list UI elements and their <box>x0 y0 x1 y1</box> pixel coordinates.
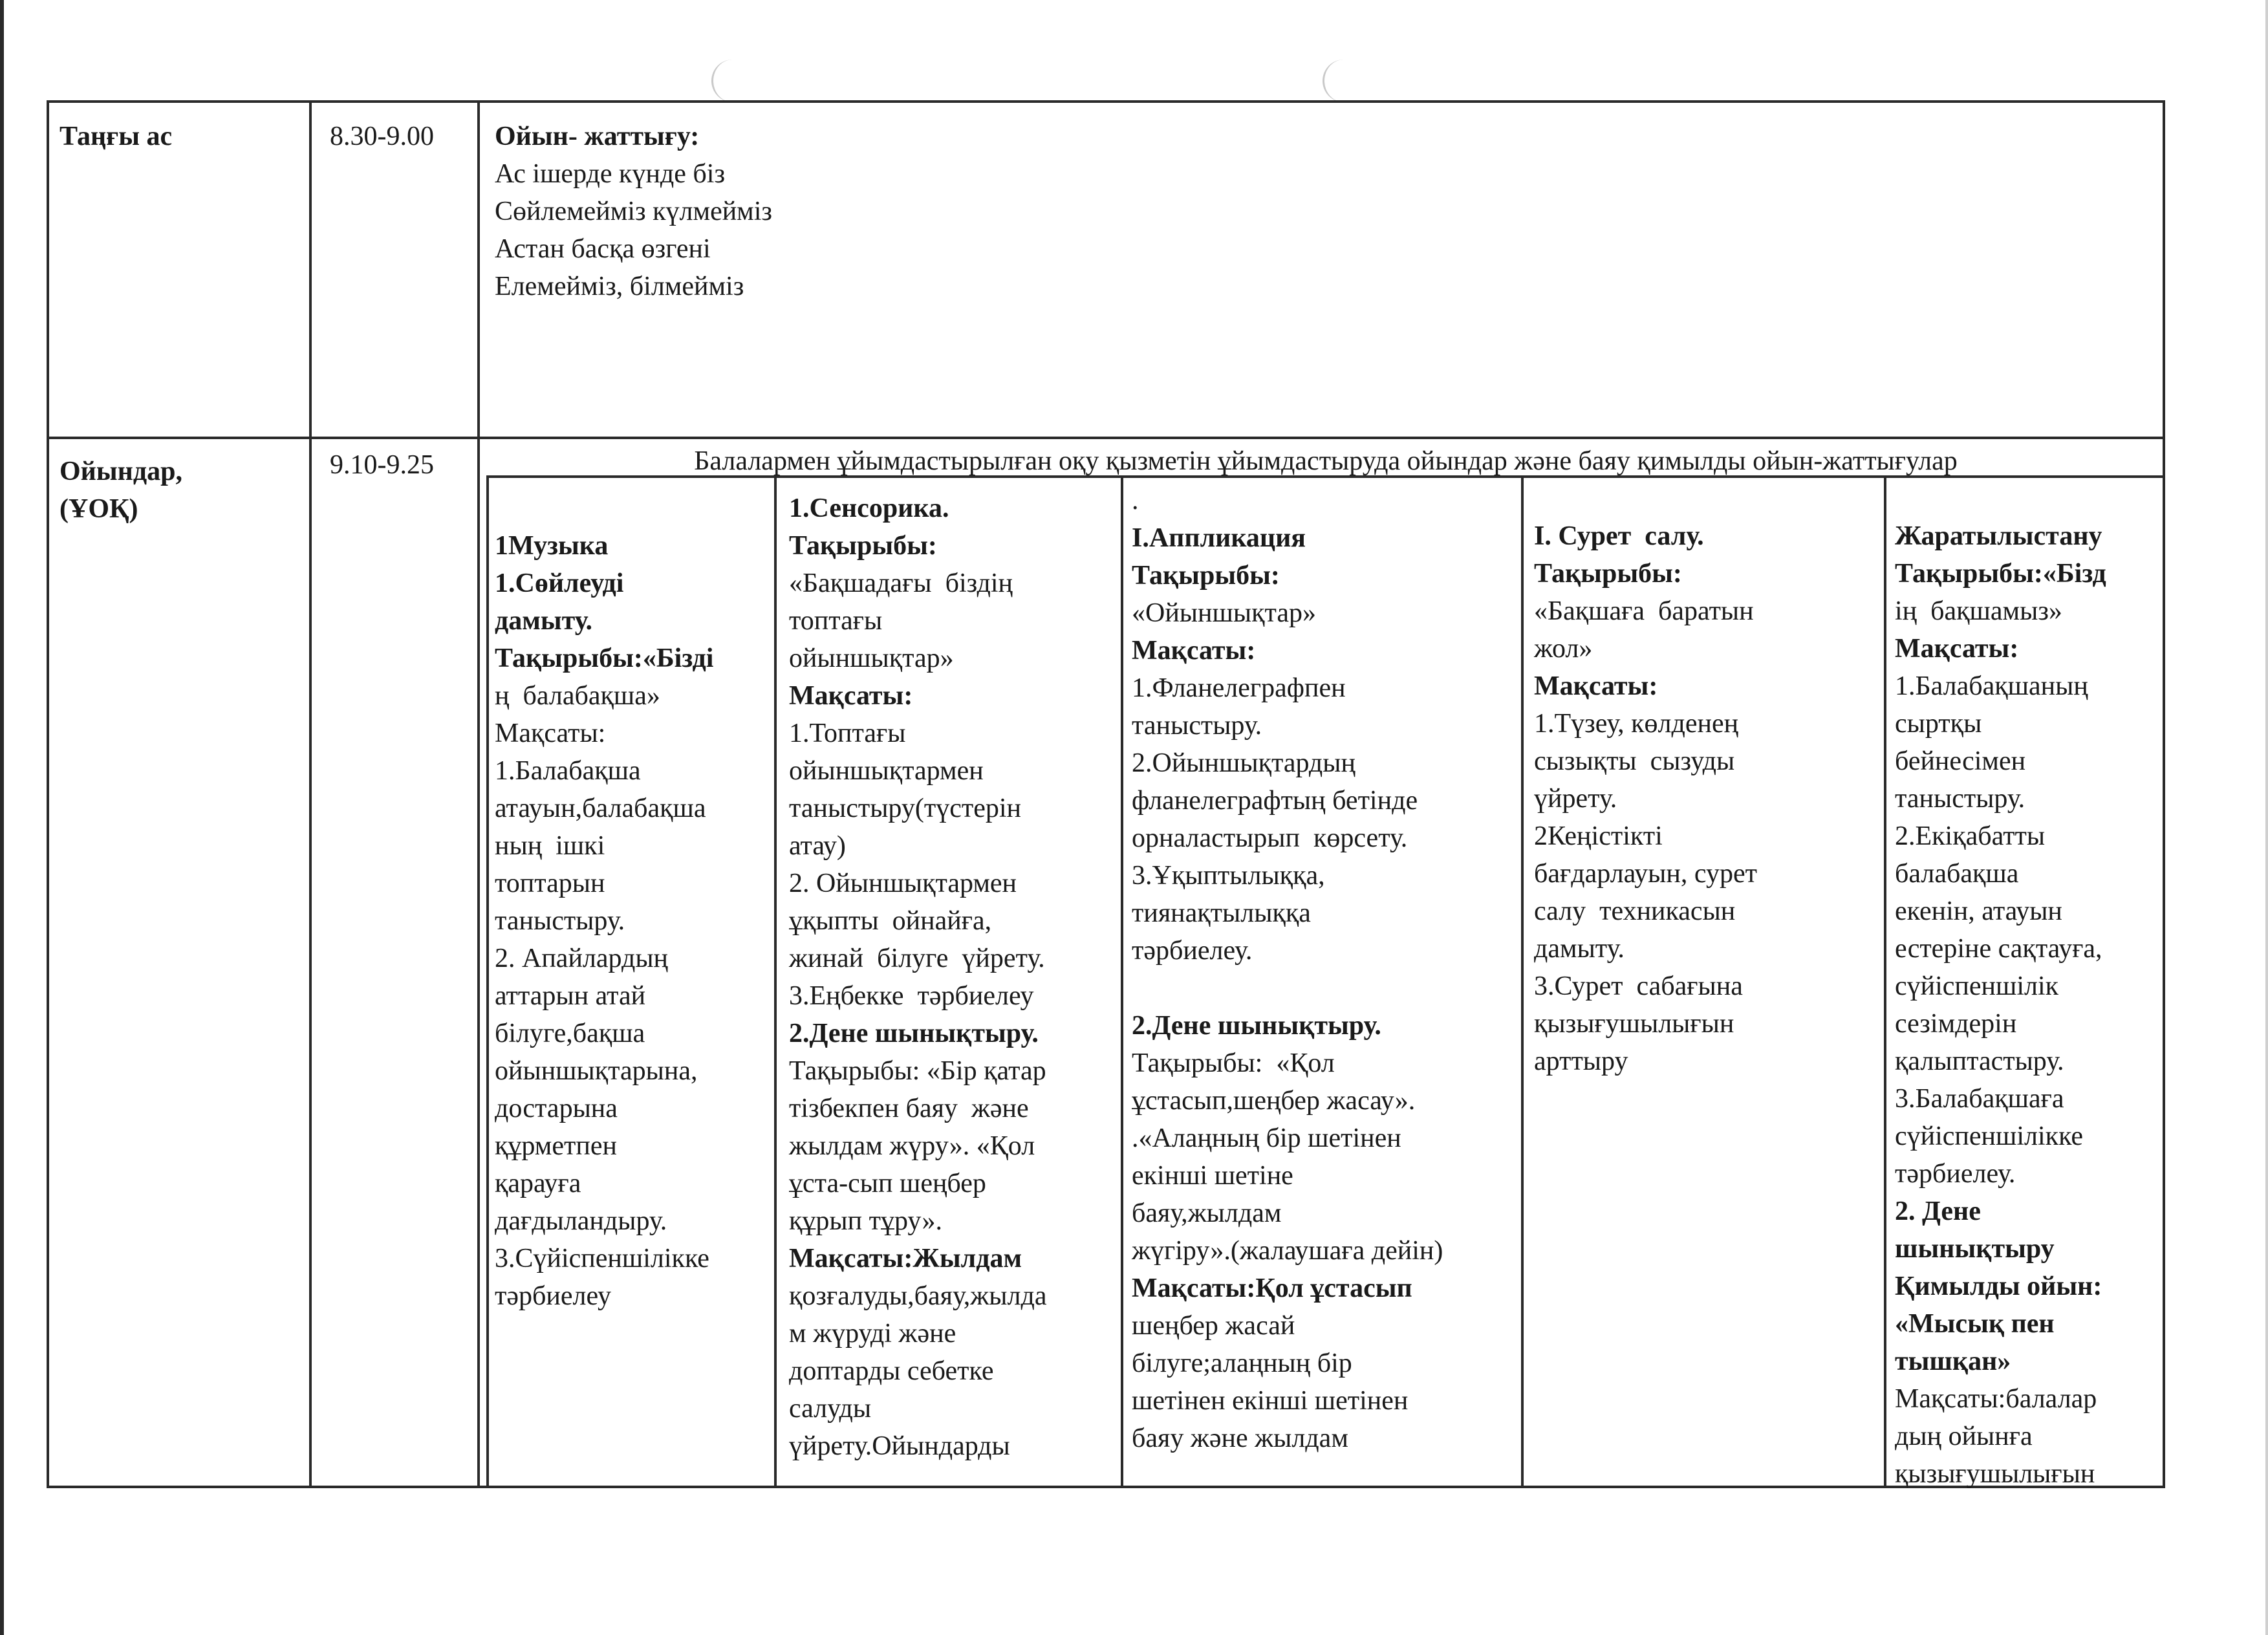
column-text-line: 2. Дене <box>1895 1196 1981 1226</box>
column-text-line: аттарын атай <box>495 981 646 1011</box>
column-sensorics <box>789 490 1116 1465</box>
column-text-line: шынықтыру <box>1895 1234 2055 1264</box>
column-text-line: 1Музыка <box>495 531 609 561</box>
column-text-line: ұқыпты ойнайға, <box>789 906 992 936</box>
column-text-line: таныстыру. <box>1895 784 2025 814</box>
column-text-line: атауын,балабақша <box>495 794 706 823</box>
column-text-line: . <box>1132 486 1139 515</box>
column-text-line: жүгіру».(жалаушаға дейін) <box>1132 1236 1443 1266</box>
column-text-line: 1.Балабақшаның <box>1895 671 2088 701</box>
column-divider <box>1884 475 1886 1488</box>
column-text-line: «Мысық пен <box>1895 1309 2055 1339</box>
column-text-line: ұста-сып шеңбер <box>789 1169 986 1198</box>
column-text-line: тиянақтылыққа <box>1132 898 1311 928</box>
column-text-line: «Ойыншықтар» <box>1132 598 1316 628</box>
row-label-line: Ойындар, <box>59 457 182 486</box>
column-text-line: естеріне сақтауға, <box>1895 934 2102 964</box>
column-text-line: 2.Екіқабатты <box>1895 821 2046 851</box>
breakfast-line: Астан басқа өзгені <box>495 234 711 264</box>
table-border-right <box>2163 100 2165 1488</box>
games-header: Балалармен ұйымдастырылған оқу қызметін ұйымдастыруда ойындар және баяу қимылды ойын-жаттығулар <box>694 446 1958 476</box>
column-text-line: сызықты сызуды <box>1534 746 1735 776</box>
column-text-line: Мақсаты: <box>495 719 606 748</box>
column-text-line: .«Алаңның бір шетінен <box>1132 1123 1401 1153</box>
column-text-line: ойыншықтарына, <box>495 1056 698 1086</box>
column-text-line: тізбекпен баяу және <box>789 1094 1029 1123</box>
column-text-line: 3.Сүйіспеншілікке <box>495 1244 709 1273</box>
column-divider <box>1121 475 1123 1488</box>
column-divider <box>774 475 777 1488</box>
table-border-left <box>47 100 49 1488</box>
column-text-line: тәрбиелеу <box>495 1281 612 1311</box>
column-text-line: 1.Фланелеграфпен <box>1132 673 1346 703</box>
column-text-line: жылдам жүру». «Қол <box>789 1131 1035 1161</box>
breakfast-title: Ойын- жаттығу: <box>495 122 700 151</box>
column-text-line: екінші шетіне <box>1132 1161 1293 1191</box>
column-text-line: 2Кеңістікті <box>1534 821 1663 851</box>
column-divider <box>1521 475 1524 1488</box>
column-text-line: Мақсаты: <box>1132 636 1256 666</box>
column-text-line: І. Сурет салу. <box>1534 521 1704 551</box>
column-text-line: балабақша <box>1895 859 2019 889</box>
column-text-line: Мақсаты:балалар <box>1895 1384 2097 1414</box>
row-label-line: (ҰОҚ) <box>59 494 138 524</box>
column-divider <box>477 100 480 1488</box>
column-text-line: Тақырыбы: <box>789 531 937 561</box>
breakfast-line: Ас ішерде күнде біз <box>495 159 726 189</box>
column-text-line: жол» <box>1534 634 1593 664</box>
column-text-line: шеңбер жасай <box>1132 1311 1295 1341</box>
column-text-line: ұстасып,шеңбер жасау». <box>1132 1086 1416 1116</box>
column-text-line: м жүруді және <box>789 1319 956 1348</box>
column-drawing <box>1534 517 1880 1080</box>
column-text-line: 3.Еңбекке тәрбиелеу <box>789 981 1034 1011</box>
table-border-top <box>47 100 2165 103</box>
column-text-line: тәрбиелеу. <box>1895 1159 2016 1189</box>
column-text-line: 3.Сурет сабағына <box>1534 971 1743 1001</box>
column-text-line: тәрбиелеу. <box>1132 936 1253 966</box>
column-text-line: 1.Балабақша <box>495 756 641 786</box>
column-text-line: қозғалуды,баяу,жылда <box>789 1281 1047 1311</box>
column-text-line: ң балабақша» <box>495 681 660 711</box>
column-text-line: 3.Балабақшаға <box>1895 1084 2064 1114</box>
column-divider <box>486 475 489 1488</box>
column-text-line: таныстыру. <box>495 906 625 936</box>
column-text-line: 3.Ұқыптылыққа, <box>1132 861 1325 891</box>
column-text-line: екенін, атауын <box>1895 896 2062 926</box>
column-text-line: қарауға <box>495 1169 581 1198</box>
column-text-line: Тақырыбы: «Бір қатар <box>789 1056 1046 1086</box>
row-label-games <box>59 453 299 528</box>
column-text-line: құрып тұру». <box>789 1206 942 1236</box>
column-text-line: 1.Сенсорика. <box>789 493 949 523</box>
column-text-line: 2.Дене шынықтыру. <box>789 1019 1039 1048</box>
column-text-line: ің бақшамыз» <box>1895 596 2062 626</box>
column-text-line: дың ойынға <box>1895 1422 2033 1451</box>
column-text-line: білуге;алаңның бір <box>1132 1348 1352 1378</box>
column-text-line: Мақсаты: <box>1895 634 2019 664</box>
column-text-line: үйрету. <box>1534 784 1617 814</box>
column-text-line: топтарын <box>495 869 605 898</box>
column-text-line: орналастырып көрсету. <box>1132 823 1408 853</box>
breakfast-line: Елемейміз, білмейміз <box>495 272 744 301</box>
column-text-line: сүйіспеншілік <box>1895 971 2059 1001</box>
column-text-line: Мақсаты: <box>1534 671 1658 701</box>
row-time-breakfast: 8.30-9.00 <box>330 122 434 151</box>
column-text-line: дамыту. <box>1534 934 1625 964</box>
column-text-line <box>1132 969 1520 1007</box>
column-text-line: сезімдерін <box>1895 1009 2017 1039</box>
column-text-line: баяу және жылдам <box>1132 1424 1348 1453</box>
column-music-speech <box>495 527 770 1315</box>
column-text-line: достарына <box>495 1094 618 1123</box>
column-text-line: бағдарлауын, сурет <box>1534 859 1757 889</box>
column-applique <box>1132 482 1520 1457</box>
column-text-line: ойыншықтармен <box>789 756 984 786</box>
column-text-line: Тақырыбы:«Бізд <box>1895 559 2106 589</box>
column-text-line: 1.Түзеу, көлденең <box>1534 709 1739 739</box>
column-text-line: Тақырыбы: <box>1534 559 1682 589</box>
column-text-line: фланелеграфтың бетінде <box>1132 786 1418 816</box>
column-text-line: таныстыру. <box>1132 711 1262 741</box>
column-text-line: 2.Дене шынықтыру. <box>1132 1011 1381 1041</box>
column-text-line: тышқан» <box>1895 1347 2011 1376</box>
column-text-line: Тақырыбы: «Қол <box>1132 1048 1335 1078</box>
column-text-line: Тақырыбы:«Бізді <box>495 644 714 673</box>
column-text-line: арттыру <box>1534 1046 1628 1076</box>
column-text-line: шетінен екінші шетінен <box>1132 1386 1409 1416</box>
column-text-line: баяу,жылдам <box>1132 1198 1282 1228</box>
column-text-line: қалыптастыру. <box>1895 1046 2064 1076</box>
column-text-line: сүйіспеншілікке <box>1895 1121 2084 1151</box>
column-text-line: таныстыру(түстерін <box>789 794 1021 823</box>
column-text-line: 2. Ойыншықтармен <box>789 869 1017 898</box>
row-label-breakfast: Таңғы ас <box>59 122 173 151</box>
column-text-line: қызығушылығын <box>1534 1009 1734 1039</box>
column-text-line: «Бақшаға баратын <box>1534 596 1754 626</box>
column-text-line: Жаратылыстану <box>1895 521 2102 551</box>
column-text-line: І.Аппликация <box>1132 523 1306 553</box>
column-text-line: жинай білуге үйрету. <box>789 944 1045 973</box>
column-text-line: салуды <box>789 1394 872 1424</box>
column-text-line: «Бақшадағы біздің <box>789 568 1013 598</box>
row-time-games: 9.10-9.25 <box>330 450 434 480</box>
column-text-line: бейнесімен <box>1895 746 2026 776</box>
column-nature <box>1895 517 2160 1493</box>
column-text-line: білуге,бақша <box>495 1019 645 1048</box>
row-divider <box>47 437 2165 439</box>
column-text-line: доптарды себетке <box>789 1356 994 1386</box>
table-border-bottom <box>47 1486 2165 1488</box>
column-text-line: ның ішкі <box>495 831 605 861</box>
column-text-line: Мақсаты:Қол ұстасып <box>1132 1273 1412 1303</box>
column-text-line: ойыншықтар» <box>789 644 954 673</box>
column-text-line: дағдыландыру. <box>495 1206 667 1236</box>
column-divider <box>309 100 312 1488</box>
column-text-line: салу техникасын <box>1534 896 1736 926</box>
column-text-line: Тақырыбы: <box>1132 561 1280 590</box>
column-text-line: 2.Ойыншықтардың <box>1132 748 1355 778</box>
column-text-line: 2. Апайлардың <box>495 944 669 973</box>
column-text-line: дамыту. <box>495 606 593 636</box>
column-text-line: топтағы <box>789 606 883 636</box>
column-text-line: Қимылды ойын: <box>1895 1272 2102 1301</box>
column-text-line: 1.Топтағы <box>789 719 906 748</box>
breakfast-line: Сөйлемейміз күлмейміз <box>495 197 773 226</box>
column-text-line: Мақсаты:Жылдам <box>789 1244 1022 1273</box>
column-text-line: құрметпен <box>495 1131 617 1161</box>
column-text-line: үйрету.Ойындарды <box>789 1431 1010 1461</box>
column-text-line: Мақсаты: <box>789 681 913 711</box>
column-text-line: қызығушылығын <box>1895 1459 2095 1489</box>
column-text-line: 1.Сөйлеуді <box>495 568 624 598</box>
column-text-line: сыртқы <box>1895 709 1982 739</box>
column-text-line: атау) <box>789 831 846 861</box>
breakfast-content <box>495 118 2150 305</box>
